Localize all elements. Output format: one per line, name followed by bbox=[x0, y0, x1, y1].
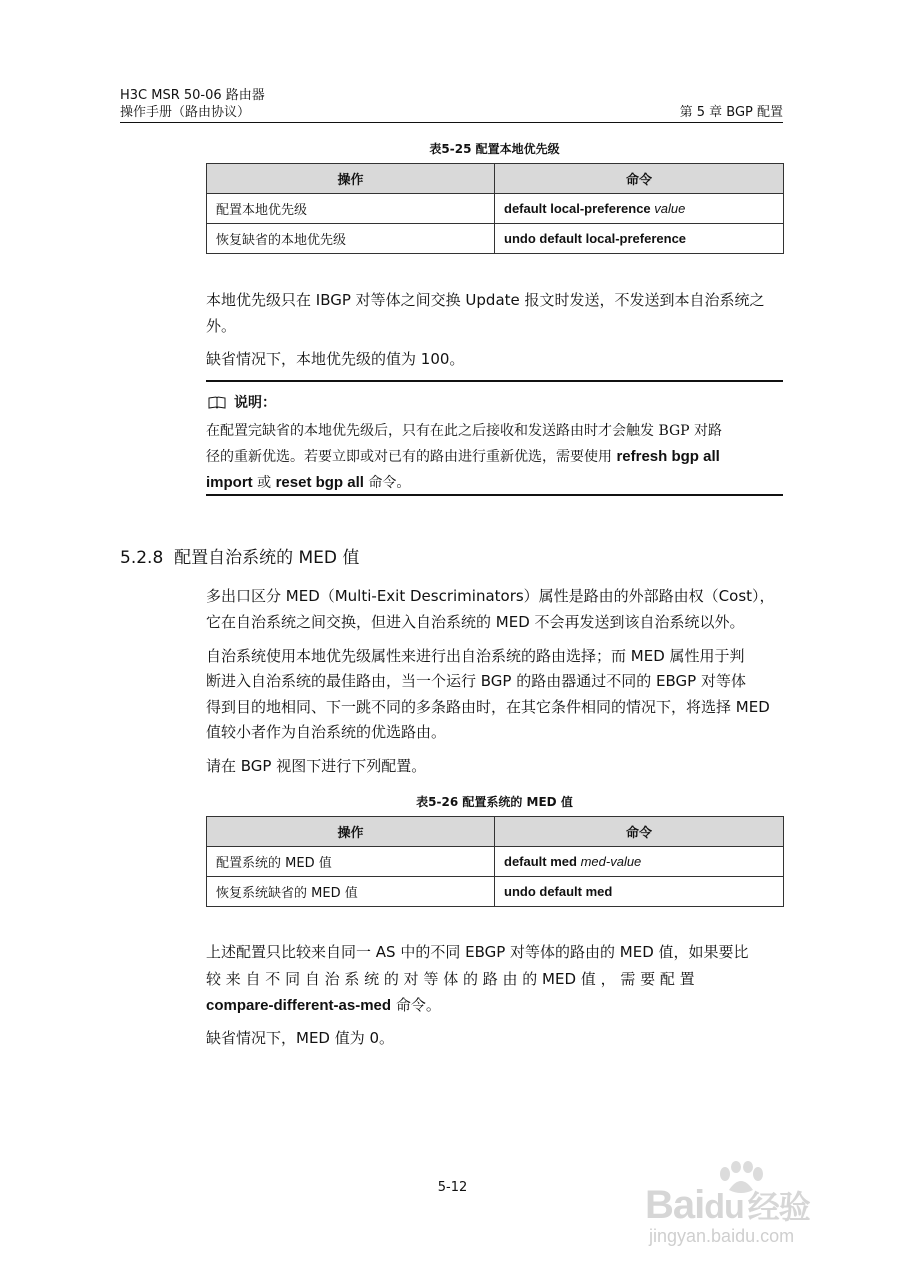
note-line bbox=[206, 470, 786, 496]
command-cell bbox=[495, 847, 784, 877]
page-number: 5-12 bbox=[437, 1180, 468, 1195]
table1 bbox=[206, 163, 784, 254]
watermark-url: jingyan.baidu.com bbox=[649, 1226, 795, 1246]
operation-cell: 恢复缺省的本地优先级 bbox=[207, 224, 495, 254]
header-product: H3C MSR 50-06 路由器 bbox=[120, 88, 265, 103]
reset-bgp-command: reset bgp all bbox=[275, 474, 364, 491]
table-row bbox=[207, 877, 784, 907]
header-chapter: 第 5 章 BGP 配置 bbox=[679, 105, 783, 120]
paragraph-local-pref-line2: 外。 bbox=[206, 317, 237, 335]
table1-caption: 表5-25 配置本地优先级 bbox=[429, 142, 560, 156]
book-icon bbox=[208, 396, 226, 409]
note-line bbox=[206, 444, 786, 470]
note-line: 在配置完缺省的本地优先级后，只有在此之后接收和发送路由时才会触发 BGP 对路 bbox=[206, 423, 723, 439]
operation-cell: 配置系统的 MED 值 bbox=[207, 847, 495, 877]
table2 bbox=[206, 816, 784, 907]
column-header-operation: 操作 bbox=[207, 817, 495, 847]
paragraph-bgp-view: 请在 BGP 视图下进行下列配置。 bbox=[206, 757, 427, 775]
section-number: 5.2.8 bbox=[120, 548, 164, 568]
note-bottom-rule bbox=[206, 494, 783, 496]
table-row bbox=[207, 847, 784, 877]
paragraph-default-local-pref: 缺省情况下，本地优先级的值为 100。 bbox=[206, 350, 465, 368]
section-heading bbox=[120, 543, 359, 568]
paragraph-route-select-line2: 断进入自治系统的最佳路由，当一个运行 BGP 的路由器通过不同的 EBGP 对等体 bbox=[206, 672, 746, 690]
command-keyword: default med bbox=[504, 854, 577, 869]
import-keyword: import bbox=[206, 474, 253, 491]
paragraph-route-select-line3: 得到目的地相同、下一跳不同的多条路由时，在其它条件相同的情况下，将选择 MED bbox=[206, 698, 770, 716]
command-argument: value bbox=[654, 201, 686, 216]
operation-cell: 配置本地优先级 bbox=[207, 194, 495, 224]
table-row bbox=[207, 224, 784, 254]
baidu-logo-text bbox=[645, 1182, 810, 1228]
note-text: 径的重新优选。若要立即或对已有的路由进行重新优选，需要使用 bbox=[206, 449, 617, 465]
paragraph-route-select-line1: 自治系统使用本地优先级属性来进行出自治系统的路由选择；而 MED 属性用于判 bbox=[206, 647, 745, 665]
paragraph-med-line1: 多出口区分 MED（Multi-Exit Descriminators）属性是路由的外部路由权（Cost）， bbox=[206, 587, 775, 605]
paragraph-med-line2: 它在自治系统之间交换，但进入自治系统的 MED 不会再发送到该自治系统以外。 bbox=[206, 613, 745, 631]
command-keyword: undo default local-preference bbox=[504, 231, 687, 246]
logo-part: 经验 bbox=[747, 1189, 810, 1225]
table-row bbox=[207, 194, 784, 224]
note-top-rule bbox=[206, 380, 783, 382]
command-keyword: undo default med bbox=[504, 884, 613, 899]
note-title bbox=[208, 392, 276, 412]
logo-part: du bbox=[704, 1188, 744, 1226]
paragraph-compare-line1: 上述配置只比较来自同一 AS 中的不同 EBGP 对等体的路由的 MED 值，如果要比 bbox=[206, 943, 749, 961]
paragraph-compare-line2: 较 来 自 不 同 自 治 系 统 的 对 等 体 的 路 由 的 MED 值 ， 需 要 配 置 bbox=[206, 970, 695, 988]
command-cell bbox=[495, 877, 784, 907]
operation-cell: 恢复系统缺省的 MED 值 bbox=[207, 877, 495, 907]
note-title-text: 说明： bbox=[234, 395, 276, 411]
paragraph-text: 命令。 bbox=[391, 996, 441, 1014]
paragraph-route-select-line4: 值较小者作为自治系统的优选路由。 bbox=[206, 723, 447, 741]
column-header-command: 命令 bbox=[495, 817, 784, 847]
paragraph-compare-line3 bbox=[206, 992, 441, 1019]
note-text: 命令。 bbox=[363, 475, 411, 491]
column-header-command: 命令 bbox=[495, 164, 784, 194]
command-keyword: default local-preference bbox=[504, 201, 651, 216]
header-manual: 操作手册（路由协议） bbox=[120, 105, 251, 120]
table-header-row bbox=[207, 164, 784, 194]
paragraph-local-pref-line1: 本地优先级只在 IBGP 对等体之间交换 Update 报文时发送，不发送到本自治系统之 bbox=[206, 291, 765, 309]
refresh-bgp-command: refresh bgp all bbox=[616, 448, 720, 465]
paragraph-default-med: 缺省情况下，MED 值为 0。 bbox=[206, 1029, 395, 1047]
compare-different-as-med-command: compare-different-as-med bbox=[206, 997, 392, 1014]
header-rule bbox=[120, 122, 783, 123]
column-header-operation: 操作 bbox=[207, 164, 495, 194]
command-argument: med-value bbox=[580, 854, 642, 869]
baidu-jingyan-watermark bbox=[645, 1160, 855, 1250]
logo-part: Bai bbox=[645, 1183, 705, 1227]
note-text: 或 bbox=[252, 475, 276, 491]
command-cell bbox=[495, 224, 784, 254]
command-cell bbox=[495, 194, 784, 224]
table2-caption: 表5-26 配置系统的 MED 值 bbox=[416, 795, 573, 809]
note-body bbox=[206, 418, 786, 496]
table-header-row bbox=[207, 817, 784, 847]
section-title: 配置自治系统的 MED 值 bbox=[174, 548, 360, 568]
